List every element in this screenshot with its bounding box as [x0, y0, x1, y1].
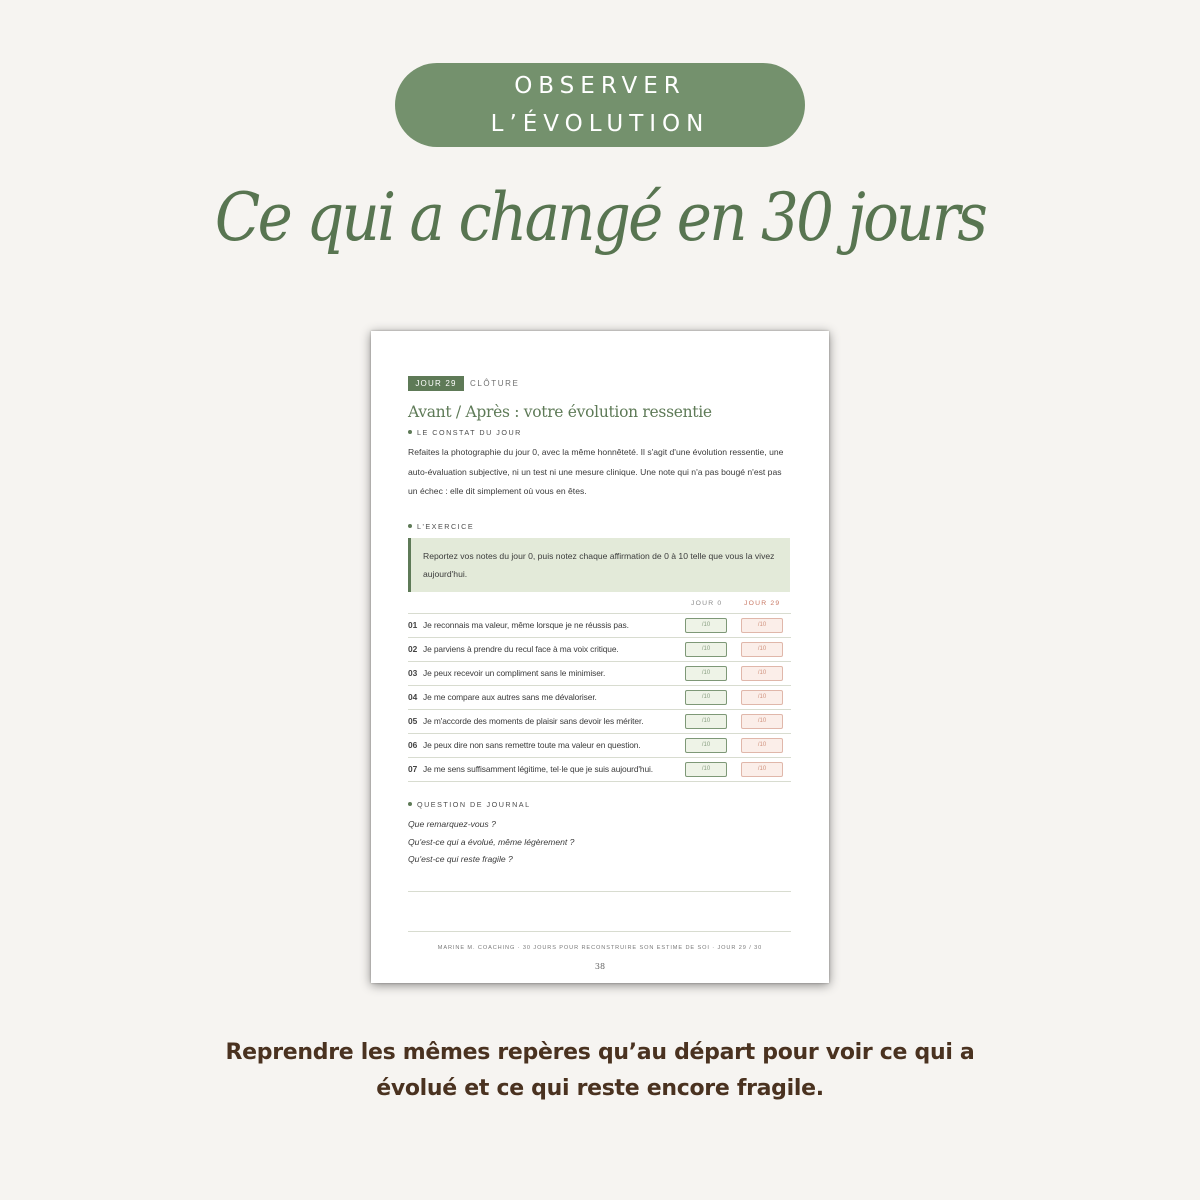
row-statement: Je m'accorde des moments de plaisir sans devoir les mériter.: [423, 716, 644, 726]
journal-question: Que remarquez-vous ?: [408, 819, 496, 829]
section-journal-label: QUESTION DE JOURNAL: [417, 800, 531, 809]
section-exercice-label: L'EXERCICE: [417, 522, 475, 531]
row-statement: Je peux dire non sans remettre toute ma valeur en question.: [423, 740, 641, 750]
section-constat: [408, 428, 522, 438]
score-field-jour29[interactable]: /10: [741, 738, 783, 753]
exercice-text: Reportez vos notes du jour 0, puis notez chaque affirmation de 0 à 10 telle que vous la vivez aujourd'hui.: [423, 551, 775, 579]
score-field-jour0[interactable]: /10: [685, 762, 727, 777]
score-field-jour0[interactable]: /10: [685, 642, 727, 657]
row-number: 05: [408, 716, 418, 726]
row-statement: Je reconnais ma valeur, même lorsque je ne réussis pas.: [423, 620, 629, 630]
journal-question: Qu'est-ce qui reste fragile ?: [408, 854, 513, 864]
score-field-jour29[interactable]: /10: [741, 762, 783, 777]
table-row: [408, 686, 791, 710]
caption-line-1: Reprendre les mêmes repères qu’au départ pour voir ce qui a: [225, 1040, 975, 1065]
bullet-dot: [408, 430, 412, 434]
caption: [150, 1035, 1050, 1107]
table-row: [408, 710, 791, 734]
caption-line-2: évolué et ce qui reste encore fragile.: [376, 1076, 824, 1101]
score-field-jour0[interactable]: /10: [685, 714, 727, 729]
table-row: [408, 638, 791, 662]
badge-line-2: L’ÉVOLUTION: [490, 111, 710, 137]
score-field-jour29[interactable]: /10: [741, 618, 783, 633]
day-subtitle: CLÔTURE: [470, 379, 520, 388]
day-tag: JOUR 29: [408, 376, 464, 391]
score-field-jour0[interactable]: /10: [685, 690, 727, 705]
score-field-jour29[interactable]: /10: [741, 666, 783, 681]
row-number: 07: [408, 764, 418, 774]
score-field-jour0[interactable]: /10: [685, 618, 727, 633]
page-footer: MARINE M. COACHING · 30 JOURS POUR RECONSTRUIRE SON ESTIME DE SOI · JOUR 29 / 30: [437, 945, 763, 951]
bullet-dot: [408, 524, 412, 528]
document-title: Avant / Après : votre évolution ressentie: [408, 403, 712, 421]
bullet-dot: [408, 802, 412, 806]
badge-line-1: OBSERVER: [514, 73, 686, 99]
score-field-jour0[interactable]: /10: [685, 666, 727, 681]
section-constat-label: LE CONSTAT DU JOUR: [417, 428, 522, 437]
statements-table: [408, 613, 791, 782]
score-field-jour29[interactable]: /10: [741, 690, 783, 705]
footer-divider: [408, 931, 791, 932]
score-field-jour0[interactable]: /10: [685, 738, 727, 753]
constat-paragraph: Refaites la photographie du jour 0, avec la même honnêteté. Il s'agit d'une évolution ressentie, une auto-évaluation subjective, ni un test ni une mesure clinique. Une note qui n'a pas bougé n'est pas un échec : elle dit simplement où vous en êtes.: [408, 447, 784, 496]
section-exercice: [408, 522, 474, 532]
column-header-jour29: JOUR 29: [744, 600, 781, 607]
table-row: [408, 662, 791, 686]
row-statement: Je me compare aux autres sans me dévaloriser.: [423, 692, 597, 702]
section-journal: [408, 800, 531, 810]
row-statement: Je parviens à prendre du recul face à ma voix critique.: [423, 644, 619, 654]
row-number: 04: [408, 692, 418, 702]
score-field-jour29[interactable]: /10: [741, 714, 783, 729]
score-field-jour29[interactable]: /10: [741, 642, 783, 657]
row-number: 01: [408, 620, 418, 630]
document-page: [371, 331, 829, 983]
exercice-callout: [408, 538, 790, 592]
section-badge: [395, 63, 805, 147]
row-statement: Je peux recevoir un compliment sans le minimiser.: [423, 668, 606, 678]
row-number: 03: [408, 668, 418, 678]
column-header-jour0: JOUR 0: [691, 600, 723, 607]
writing-line: [408, 891, 791, 892]
table-row: [408, 734, 791, 758]
row-statement: Je me sens suffisamment légitime, tel·le que je suis aujourd'hui.: [423, 764, 654, 774]
journal-question: Qu'est-ce qui a évolué, même légèrement ?: [408, 836, 575, 847]
journal-questions: [408, 816, 574, 869]
headline: Ce qui a changé en 30 jours: [214, 179, 986, 256]
page-number: 38: [594, 962, 606, 971]
table-row: [408, 614, 791, 638]
row-number: 06: [408, 740, 418, 750]
table-row: [408, 758, 791, 782]
row-number: 02: [408, 644, 418, 654]
